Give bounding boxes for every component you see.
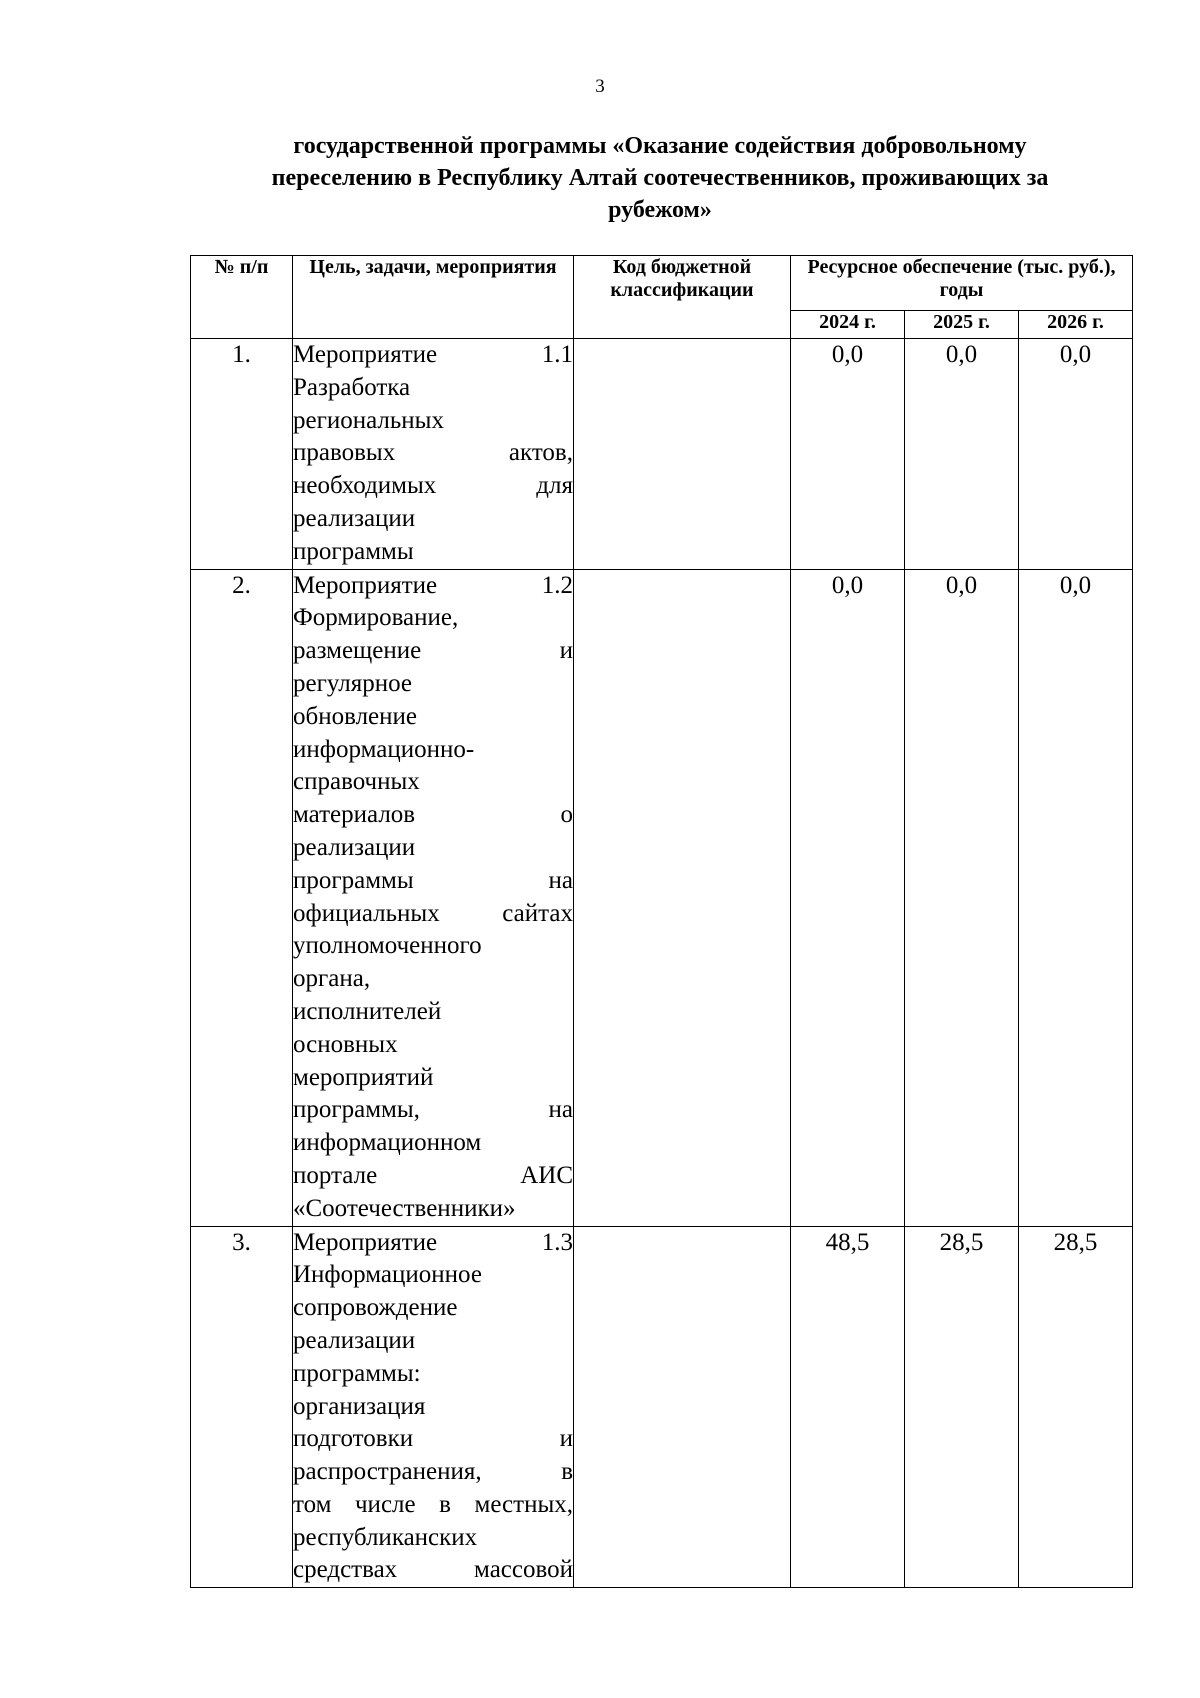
document-title	[190, 130, 1130, 226]
activity-text-line: уполномоченного	[293, 932, 482, 960]
row-value-2026: 0,0	[1019, 339, 1133, 570]
row-value-2024: 0,0	[791, 569, 905, 1226]
activity-text-line: региональных	[293, 406, 444, 434]
activity-text-line: Мероприятие 1.3	[293, 1228, 573, 1256]
page-number: 3	[595, 76, 605, 97]
activity-text-line: программы на	[293, 866, 573, 894]
activity-text-line: официальных сайтах	[293, 899, 573, 927]
activity-text-line: Формирование,	[293, 604, 459, 632]
row-activity	[293, 1226, 574, 1588]
row-number: 1.	[191, 339, 293, 570]
activity-text-line: обновление	[293, 702, 417, 730]
activity-text-line: органа,	[293, 965, 371, 993]
row-value-2025: 28,5	[905, 1226, 1019, 1588]
activity-text-line: распространения, в	[293, 1458, 573, 1486]
row-activity	[293, 339, 574, 570]
activity-text-line: программы:	[293, 1359, 421, 1387]
activity-text-line: программы	[293, 537, 414, 565]
activity-text-line: мероприятий	[293, 1063, 434, 1091]
header-year-2026: 2026 г.	[1019, 311, 1133, 339]
activity-text-line: исполнителей	[293, 997, 442, 1025]
activity-text-line: реализации	[293, 833, 416, 861]
row-number: 2.	[191, 569, 293, 1226]
activity-text-line: информационном	[293, 1129, 482, 1157]
activity-text-line: том числе в местных,	[293, 1490, 573, 1518]
activity-text-line: Разработка	[293, 373, 411, 401]
activity-text-line: сопровождение	[293, 1294, 458, 1322]
header-year-2024: 2024 г.	[791, 311, 905, 339]
row-value-2025: 0,0	[905, 339, 1019, 570]
activity-text-line: справочных	[293, 768, 420, 796]
header-resources: Ресурсное обеспечение (тыс. руб.), годы	[791, 256, 1133, 311]
table-header-row	[191, 256, 1133, 311]
header-year-2025: 2025 г.	[905, 311, 1019, 339]
row-budget-code	[574, 1226, 791, 1588]
activity-text-line: средствах массовой	[293, 1556, 573, 1584]
activity-text-line: Информационное	[293, 1261, 482, 1289]
table-row	[191, 569, 1133, 1226]
activity-text-line: «Соотечественники»	[293, 1194, 516, 1222]
activity-text-line: программы, на	[293, 1096, 573, 1124]
activity-text-line: Мероприятие 1.2	[293, 571, 573, 599]
row-value-2026: 0,0	[1019, 569, 1133, 1226]
row-budget-code	[574, 569, 791, 1226]
activity-text-line: основных	[293, 1030, 398, 1058]
activity-text-line: правовых актов,	[293, 439, 573, 467]
title-line: переселению в Республику Алтай соотечественников, проживающих за	[271, 165, 1049, 191]
title-line: рубежом»	[608, 197, 712, 223]
activity-text-line: подготовки и	[293, 1425, 573, 1453]
header-num: № п/п	[191, 256, 293, 339]
row-value-2025: 0,0	[905, 569, 1019, 1226]
table-row	[191, 1226, 1133, 1588]
row-activity	[293, 569, 574, 1226]
title-line: государственной программы «Оказание содействия добровольному	[293, 133, 1027, 159]
header-budget-code: Код бюджетной классификации	[574, 256, 791, 339]
activity-text-line: Мероприятие 1.1	[293, 341, 573, 368]
row-number: 3.	[191, 1226, 293, 1588]
row-budget-code	[574, 339, 791, 570]
budget-table	[190, 255, 1133, 1588]
activity-text-line: необходимых для	[293, 472, 573, 500]
table-row	[191, 339, 1133, 570]
activity-text-line: размещение и	[293, 637, 573, 665]
row-value-2024: 0,0	[791, 339, 905, 570]
row-value-2026: 28,5	[1019, 1226, 1133, 1588]
activity-text-line: республиканских	[293, 1523, 478, 1551]
activity-text-line: реализации	[293, 504, 416, 532]
activity-text-line: портале АИС	[293, 1161, 573, 1189]
activity-text-line: регулярное	[293, 669, 413, 697]
activity-text-line: информационно-	[293, 735, 475, 763]
activity-text-line: организация	[293, 1392, 426, 1420]
row-value-2024: 48,5	[791, 1226, 905, 1588]
activity-text-line: реализации	[293, 1326, 416, 1354]
header-tasks: Цель, задачи, мероприятия	[293, 256, 574, 339]
activity-text-line: материалов о	[293, 801, 573, 829]
